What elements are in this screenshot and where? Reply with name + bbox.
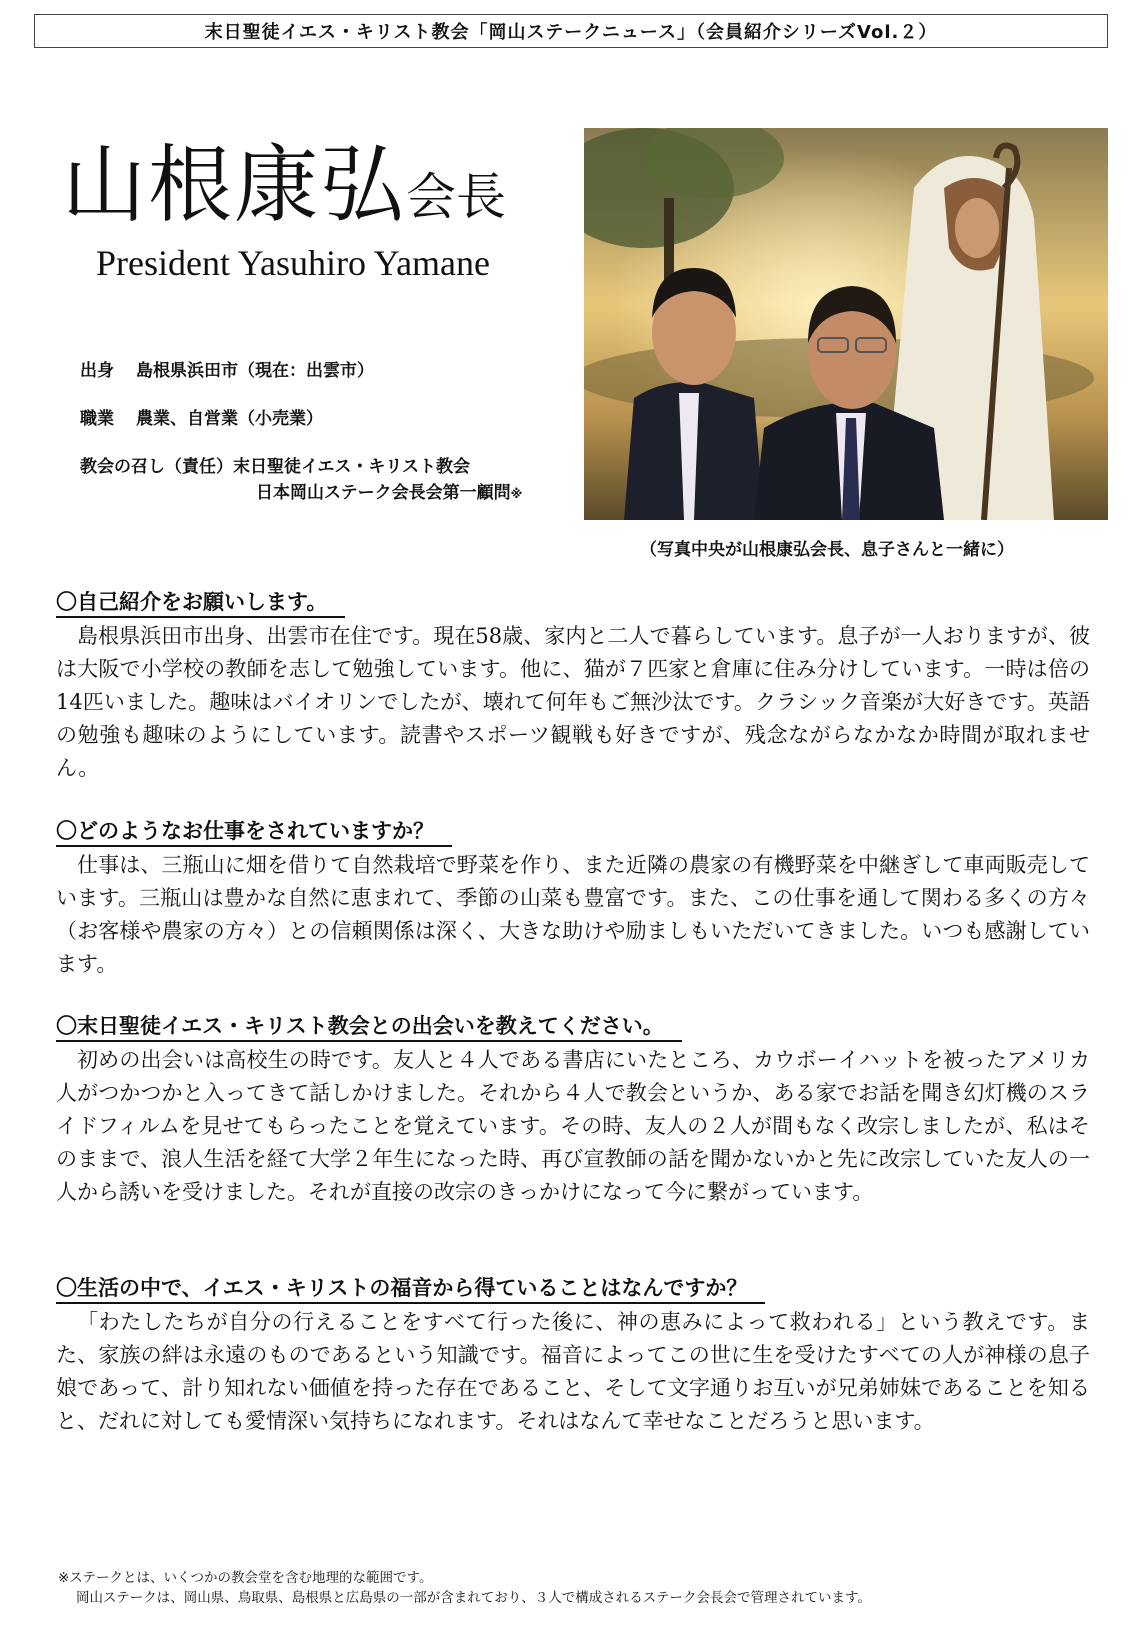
section-heading: 〇生活の中で、イエス・キリストの福音から得ていることはなんですか？ (56, 1274, 765, 1304)
profile-origin (80, 356, 374, 381)
profile-occupation (80, 404, 323, 429)
section-heading: 〇末日聖徒イエス・キリスト教会との出会いを教えてください。 (56, 1012, 682, 1042)
newsletter-header (34, 14, 1108, 48)
profile-value: 島根県浜田市（現在：出雲市） (136, 361, 374, 381)
profile-calling-line2 (256, 478, 522, 503)
profile-value: 農業、自営業（小売業） (136, 409, 323, 429)
section-work (56, 817, 1090, 981)
footnote-line-2: 岡山ステークは、岡山県、鳥取県、島根県と広島県の一部が含まれており、３人で構成されるステーク会長会で管理されています。 (76, 1590, 871, 1606)
section-heading: 〇どのようなお仕事をされていますか？ (56, 817, 452, 847)
portrait-photo (584, 128, 1108, 520)
profile-label: 教会の召し（責任） (80, 457, 233, 477)
footnote-mark: ※ (510, 487, 523, 501)
section-body: 島根県浜田市出身、出雲市在住です。現在58歳、家内と二人で暮らしています。息子が一人おりますが、彼は大阪で小学校の教師を志して勉強しています。他に、猫が７匹家と倉庫に住み分けしています。一時は倍の14匹いました。趣味はバイオリンでしたが、壊れて何年もご無沙汰です。クラシック音楽が大好きです。英語の勉強も趣味のようにしています。読書やスポーツ観戦も好きですが、残念ながらなかなか時間が取れません。 (56, 624, 1090, 780)
person-name-english: President Yasuhiro Yamane (96, 243, 491, 283)
portrait-photo-image (584, 128, 1108, 520)
profile-calling (80, 452, 470, 477)
newsletter-title: 末日聖徒イエス・キリスト教会「岡山ステークニュース」（会員紹介シリーズVol.２） (204, 22, 938, 43)
section-body: 初めの出会いは高校生の時です。友人と４人である書店にいたところ、カウボーイハットを被ったアメリカ人がつかつかと入ってきて話しかけました。それから４人で教会というか、ある家でお話を聞き幻灯機のスライドフィルムを見せてもらったことを覚えています。その時、友人の２人が間もなく改宗しましたが、私はそのままで、浪人生活を経て大学２年生になった時、再び宣教師の話を聞かないかと先に改宗していた友人の一人から誘いを受けました。それが直接の改宗のきっかけになって今に繋がっています。 (56, 1048, 1090, 1204)
footnote-line-1: ※ステークとは、いくつかの教会堂を含む地理的な範囲です。 (58, 1570, 433, 1586)
person-title: 会長 (406, 168, 507, 226)
section-gospel (56, 1274, 1090, 1438)
section-body: 「わたしたちが自分の行えることをすべて行った後に、神の恵みによって救われる」という教えです。また、家族の絆は永遠のものであるという知識です。福音によってこの世に生を受けたすべての人が神様の息子娘であって、計り知れない価値を持った存在であること、そして文字通りお互いが兄弟姉妹であることを知ると、だれに対しても愛情深い気持ちになれます。それはなんて幸せなことだろうと思います。 (56, 1310, 1090, 1433)
section-heading: 〇自己紹介をお願いします。 (56, 588, 345, 618)
profile-label: 職業 (80, 409, 114, 429)
section-self-introduction (56, 588, 1090, 785)
profile-value: 末日聖徒イエス・キリスト教会 (233, 457, 470, 477)
section-church-encounter (56, 1012, 1090, 1209)
profile-value-2: 日本岡山ステーク会長会第一顧問 (256, 483, 511, 503)
section-body: 仕事は、三瓶山に畑を借りて自然栽培で野菜を作り、また近隣の農家の有機野菜を中継ぎして車両販売しています。三瓶山は豊かな自然に恵まれて、季節の山菜も豊富です。また、この仕事を通して関わる多くの方々（お客様や農家の方々）との信頼関係は深く、大きな助けや励ましもいただいてきました。いつも感謝しています。 (56, 853, 1090, 976)
footnote (58, 1568, 871, 1608)
person-name: 山根康弘 (62, 136, 407, 234)
person-name-heading (62, 118, 506, 239)
profile-label: 出身 (80, 361, 114, 381)
photo-caption: （写真中央が山根康弘会長、息子さんと一緒に） (640, 540, 1014, 560)
